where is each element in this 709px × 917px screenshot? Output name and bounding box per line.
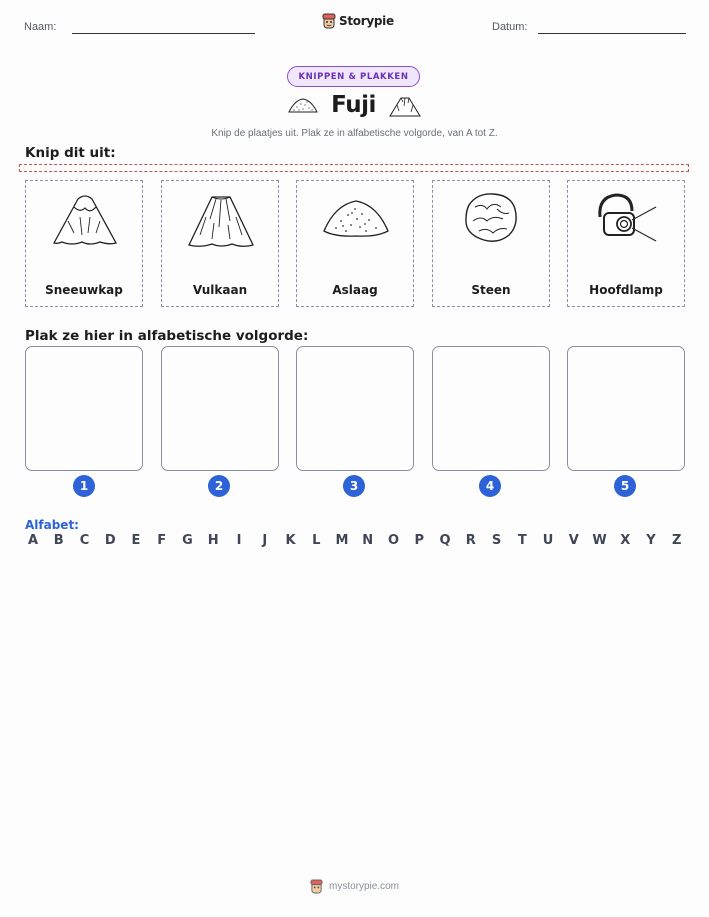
alphabet-letter: E — [131, 533, 141, 548]
alphabet-letter: A — [27, 533, 39, 548]
alphabet-letter: T — [517, 533, 527, 548]
alphabet-letter: N — [362, 533, 374, 548]
alphabet-letter: Q — [439, 533, 451, 548]
alphabet-letter: F — [157, 533, 167, 548]
alphabet-letter: Y — [646, 533, 656, 548]
snowcap-mountain-icon — [50, 187, 120, 249]
slot-number-4: 4 — [479, 475, 501, 497]
alphabet-letter: X — [620, 533, 631, 548]
title-row — [0, 92, 709, 118]
storypie-mascot-icon — [310, 879, 323, 894]
cut-card-steen[interactable] — [432, 180, 550, 307]
paste-slot-3[interactable] — [296, 346, 414, 471]
brand-logo — [322, 13, 394, 29]
card-label: Hoofdlamp — [589, 283, 663, 297]
alphabet-letter: K — [285, 533, 296, 548]
headlamp-icon — [592, 187, 662, 249]
alphabet-letter: L — [312, 533, 321, 548]
alphabet-label: Alfabet: — [25, 518, 79, 532]
footer-site[interactable]: mystorypie.com — [328, 881, 399, 892]
paste-slot-1[interactable] — [25, 346, 143, 471]
alphabet-letter: S — [491, 533, 502, 548]
alphabet-row — [25, 533, 685, 548]
alphabet-letter: U — [542, 533, 554, 548]
alphabet-letter: G — [182, 533, 193, 548]
slot-number-1: 1 — [73, 475, 95, 497]
card-label: Sneeuwkap — [45, 283, 123, 297]
alphabet-letter: D — [104, 533, 116, 548]
alphabet-letter: H — [207, 533, 219, 548]
card-label: Aslaag — [332, 283, 378, 297]
stone-icon — [457, 187, 527, 249]
volcano-icon — [388, 92, 422, 118]
paste-heading: Plak ze hier in alfabetische volgorde: — [25, 328, 309, 344]
card-label: Vulkaan — [192, 283, 248, 297]
alphabet-letter: C — [79, 533, 90, 548]
activity-badge: KNIPPEN & PLAKKEN — [287, 66, 420, 87]
alphabet-letter: Z — [672, 533, 682, 548]
page-title: Fuji — [331, 92, 376, 118]
slot-number-5: 5 — [614, 475, 636, 497]
cut-card-vulkaan[interactable] — [161, 180, 279, 307]
ash-pile-icon — [287, 96, 319, 114]
volcano-icon — [186, 187, 256, 251]
brand-name: Storypie — [339, 14, 394, 28]
footer — [0, 879, 709, 894]
alphabet-letter: I — [236, 533, 242, 548]
name-line[interactable] — [72, 33, 255, 34]
cut-card-sneeuwkap[interactable] — [25, 180, 143, 307]
paste-slot-4[interactable] — [432, 346, 550, 471]
alphabet-letter: B — [53, 533, 64, 548]
alphabet-letter: W — [592, 533, 607, 548]
date-line[interactable] — [538, 33, 686, 34]
card-label: Steen — [471, 283, 511, 297]
alphabet-letter: J — [262, 533, 268, 548]
alphabet-letter: O — [387, 533, 400, 548]
ash-pile-icon — [321, 187, 391, 247]
paste-slot-5[interactable] — [567, 346, 685, 471]
slot-number-3: 3 — [343, 475, 365, 497]
alphabet-letter: M — [335, 533, 349, 548]
date-label: Datum: — [492, 21, 528, 33]
alphabet-letter: P — [414, 533, 425, 548]
paste-slot-2[interactable] — [161, 346, 279, 471]
alphabet-letter: R — [465, 533, 476, 548]
cut-heading: Knip dit uit: — [25, 145, 116, 161]
cut-card-aslaag[interactable] — [296, 180, 414, 307]
cut-line — [19, 164, 689, 172]
storypie-mascot-icon — [322, 13, 336, 29]
instructions: Knip de plaatjes uit. Plak ze in alfabetische volgorde, van A tot Z. — [211, 128, 498, 139]
cut-card-hoofdlamp[interactable] — [567, 180, 685, 307]
slot-number-2: 2 — [208, 475, 230, 497]
alphabet-letter: V — [568, 533, 579, 548]
name-label: Naam: — [24, 21, 57, 33]
